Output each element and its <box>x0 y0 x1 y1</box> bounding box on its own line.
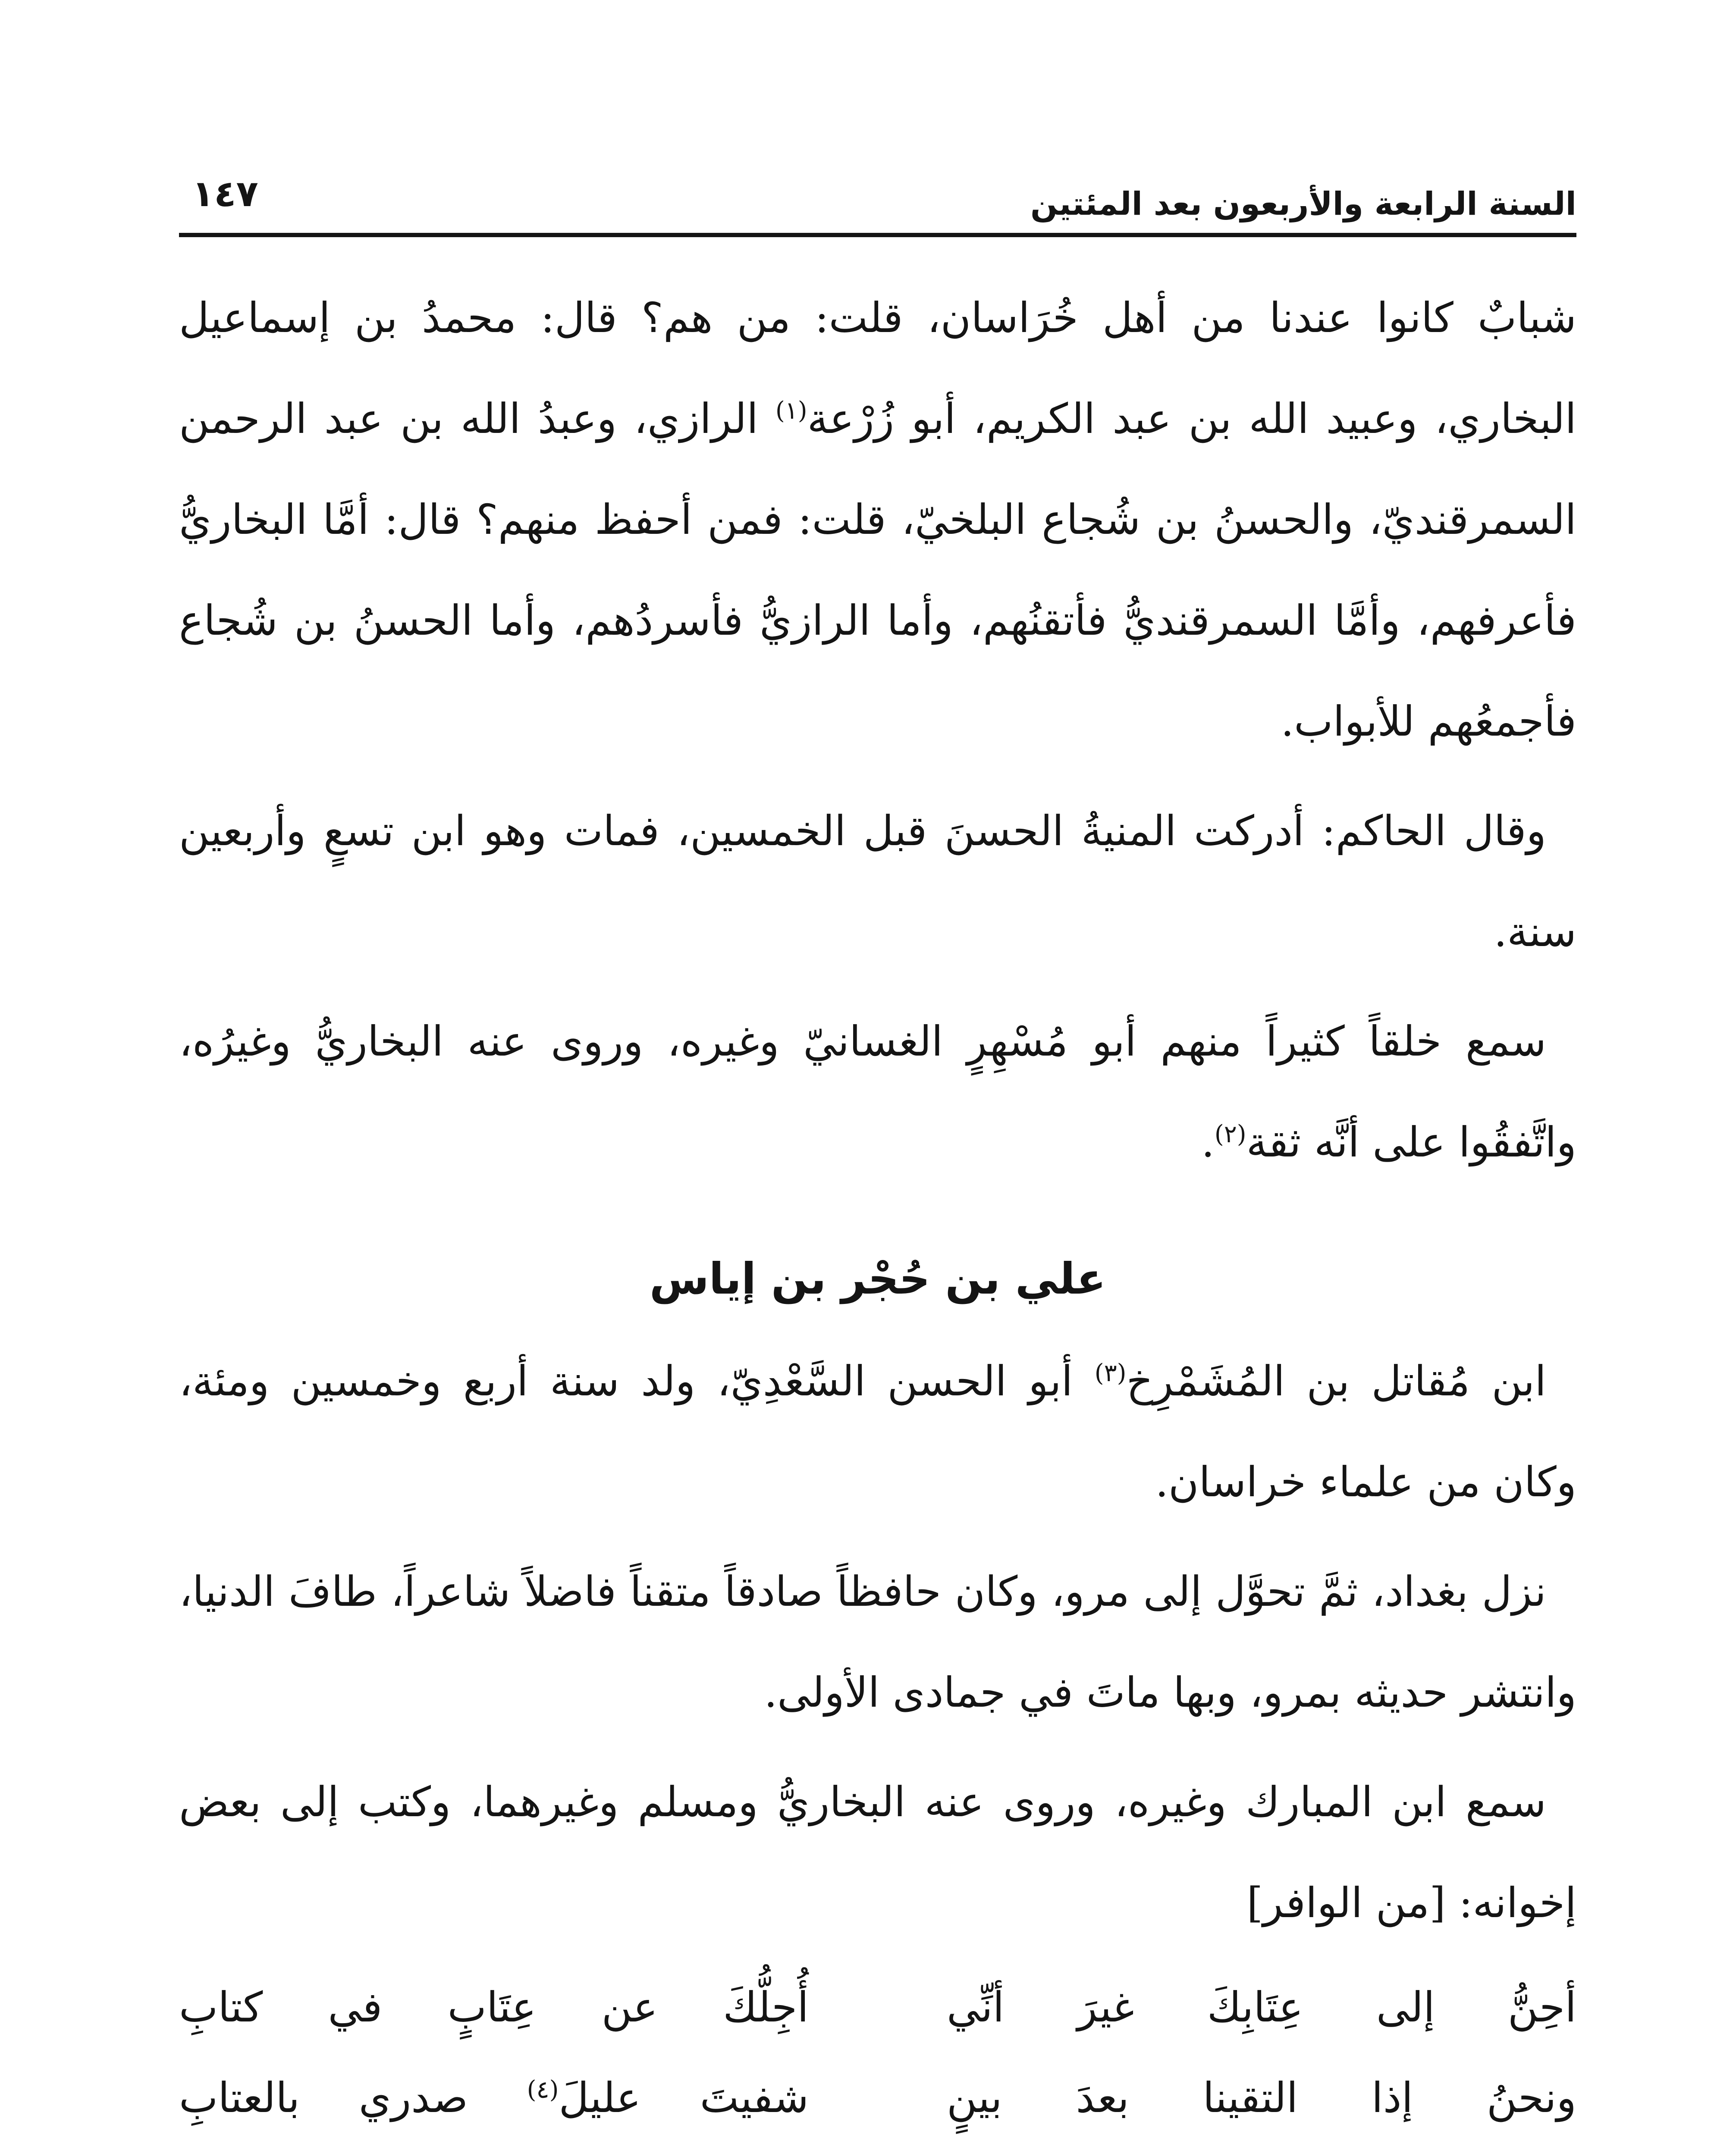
footnote-ref: (١) <box>775 397 807 425</box>
footnote-ref: (٣) <box>1094 1359 1127 1387</box>
paragraph: شبابٌ كانوا عندنا من أهل خُرَاسان، قلت: من هم؟ قال: محمدُ بن إسماعيل البخاري، وعبيد الله بن عبد الكريم، أبو زُرْعة$^{(١)}$ الرازي، وعبدُ الله بن عبد الرحمن السمرقنديّ، والحسنُ بن شُجاع البلخيّ، قلت: فمن أحفظ منهم؟ قال: أمَّا البخاريُّ فأعرفهم، وأمَّا السمرقنديُّ فأتقنُهم، وأما الرازيُّ فأسردُهم، وأما الحسنُ بن شُجاع فأجمعُهم للأبواب. <box>179 294 1577 746</box>
footnote-ref: (٢) <box>1214 1120 1246 1148</box>
page-number: ١٤٧ <box>192 172 258 215</box>
verse-second-hemistich: أُجِلُّكَ عن عِتَابٍ في كتابِ <box>179 1983 809 2031</box>
footnote-ref: (٤) <box>527 2076 559 2104</box>
verse-first-hemistich: ونحنُ إذا التقينا بعدَ بينٍ <box>947 2074 1576 2122</box>
paragraph: ابن مُقاتل بن المُشَمْرِخ$^{(٣)}$ أبو الحسن السَّعْدِيّ، ولد سنة أربع وخمسين ومئة، وكان من علماء خراسان. <box>179 1357 1576 1506</box>
verse-first-hemistich: أحِنُّ إلى عِتَابِكَ غيرَ أنِّي <box>947 1983 1576 2031</box>
verse-second-hemistich: شفيتَ عليلَ$^{(٤)}$ صدري بالعتابِ <box>179 2074 809 2122</box>
poem <box>179 1962 1576 2143</box>
running-title: السنة الرابعة والأربعون بعد المئتين <box>1030 185 1576 222</box>
paragraph: سمع ابن المبارك وغيره، وروى عنه البخاريُّ ومسلم وغيرهما، وكتب إلى بعض إخوانه: [من الوافر] <box>179 1778 1576 1927</box>
book-page <box>179 155 1576 2156</box>
verse-line <box>179 1962 1576 2053</box>
section-title: علي بن حُجْر بن إياس <box>649 1253 1106 1304</box>
paragraph: سمع خلقاً كثيراً منهم أبو مُسْهِرٍ الغسانيّ وغيره، وروى عنه البخاريُّ وغيرُه، واتَّفقُوا على أنَّه ثقة$^{(٢)}$. <box>179 1017 1576 1166</box>
paragraph: نزل بغداد، ثمَّ تحوَّل إلى مرو، وكان حافظاً صادقاً متقناً فاضلاً شاعراً، طافَ الدنيا، وانتشر حديثه بمرو، وبها ماتَ في جمادى الأولى. <box>179 1567 1576 1717</box>
page-header <box>179 155 1576 237</box>
paragraph: وقال الحاكم: أدركت المنيةُ الحسنَ قبل الخمسين، فمات وهو ابن تسعٍ وأربعين سنة. <box>179 807 1576 956</box>
verse-line <box>179 2053 1576 2143</box>
main-text <box>179 267 1576 2143</box>
